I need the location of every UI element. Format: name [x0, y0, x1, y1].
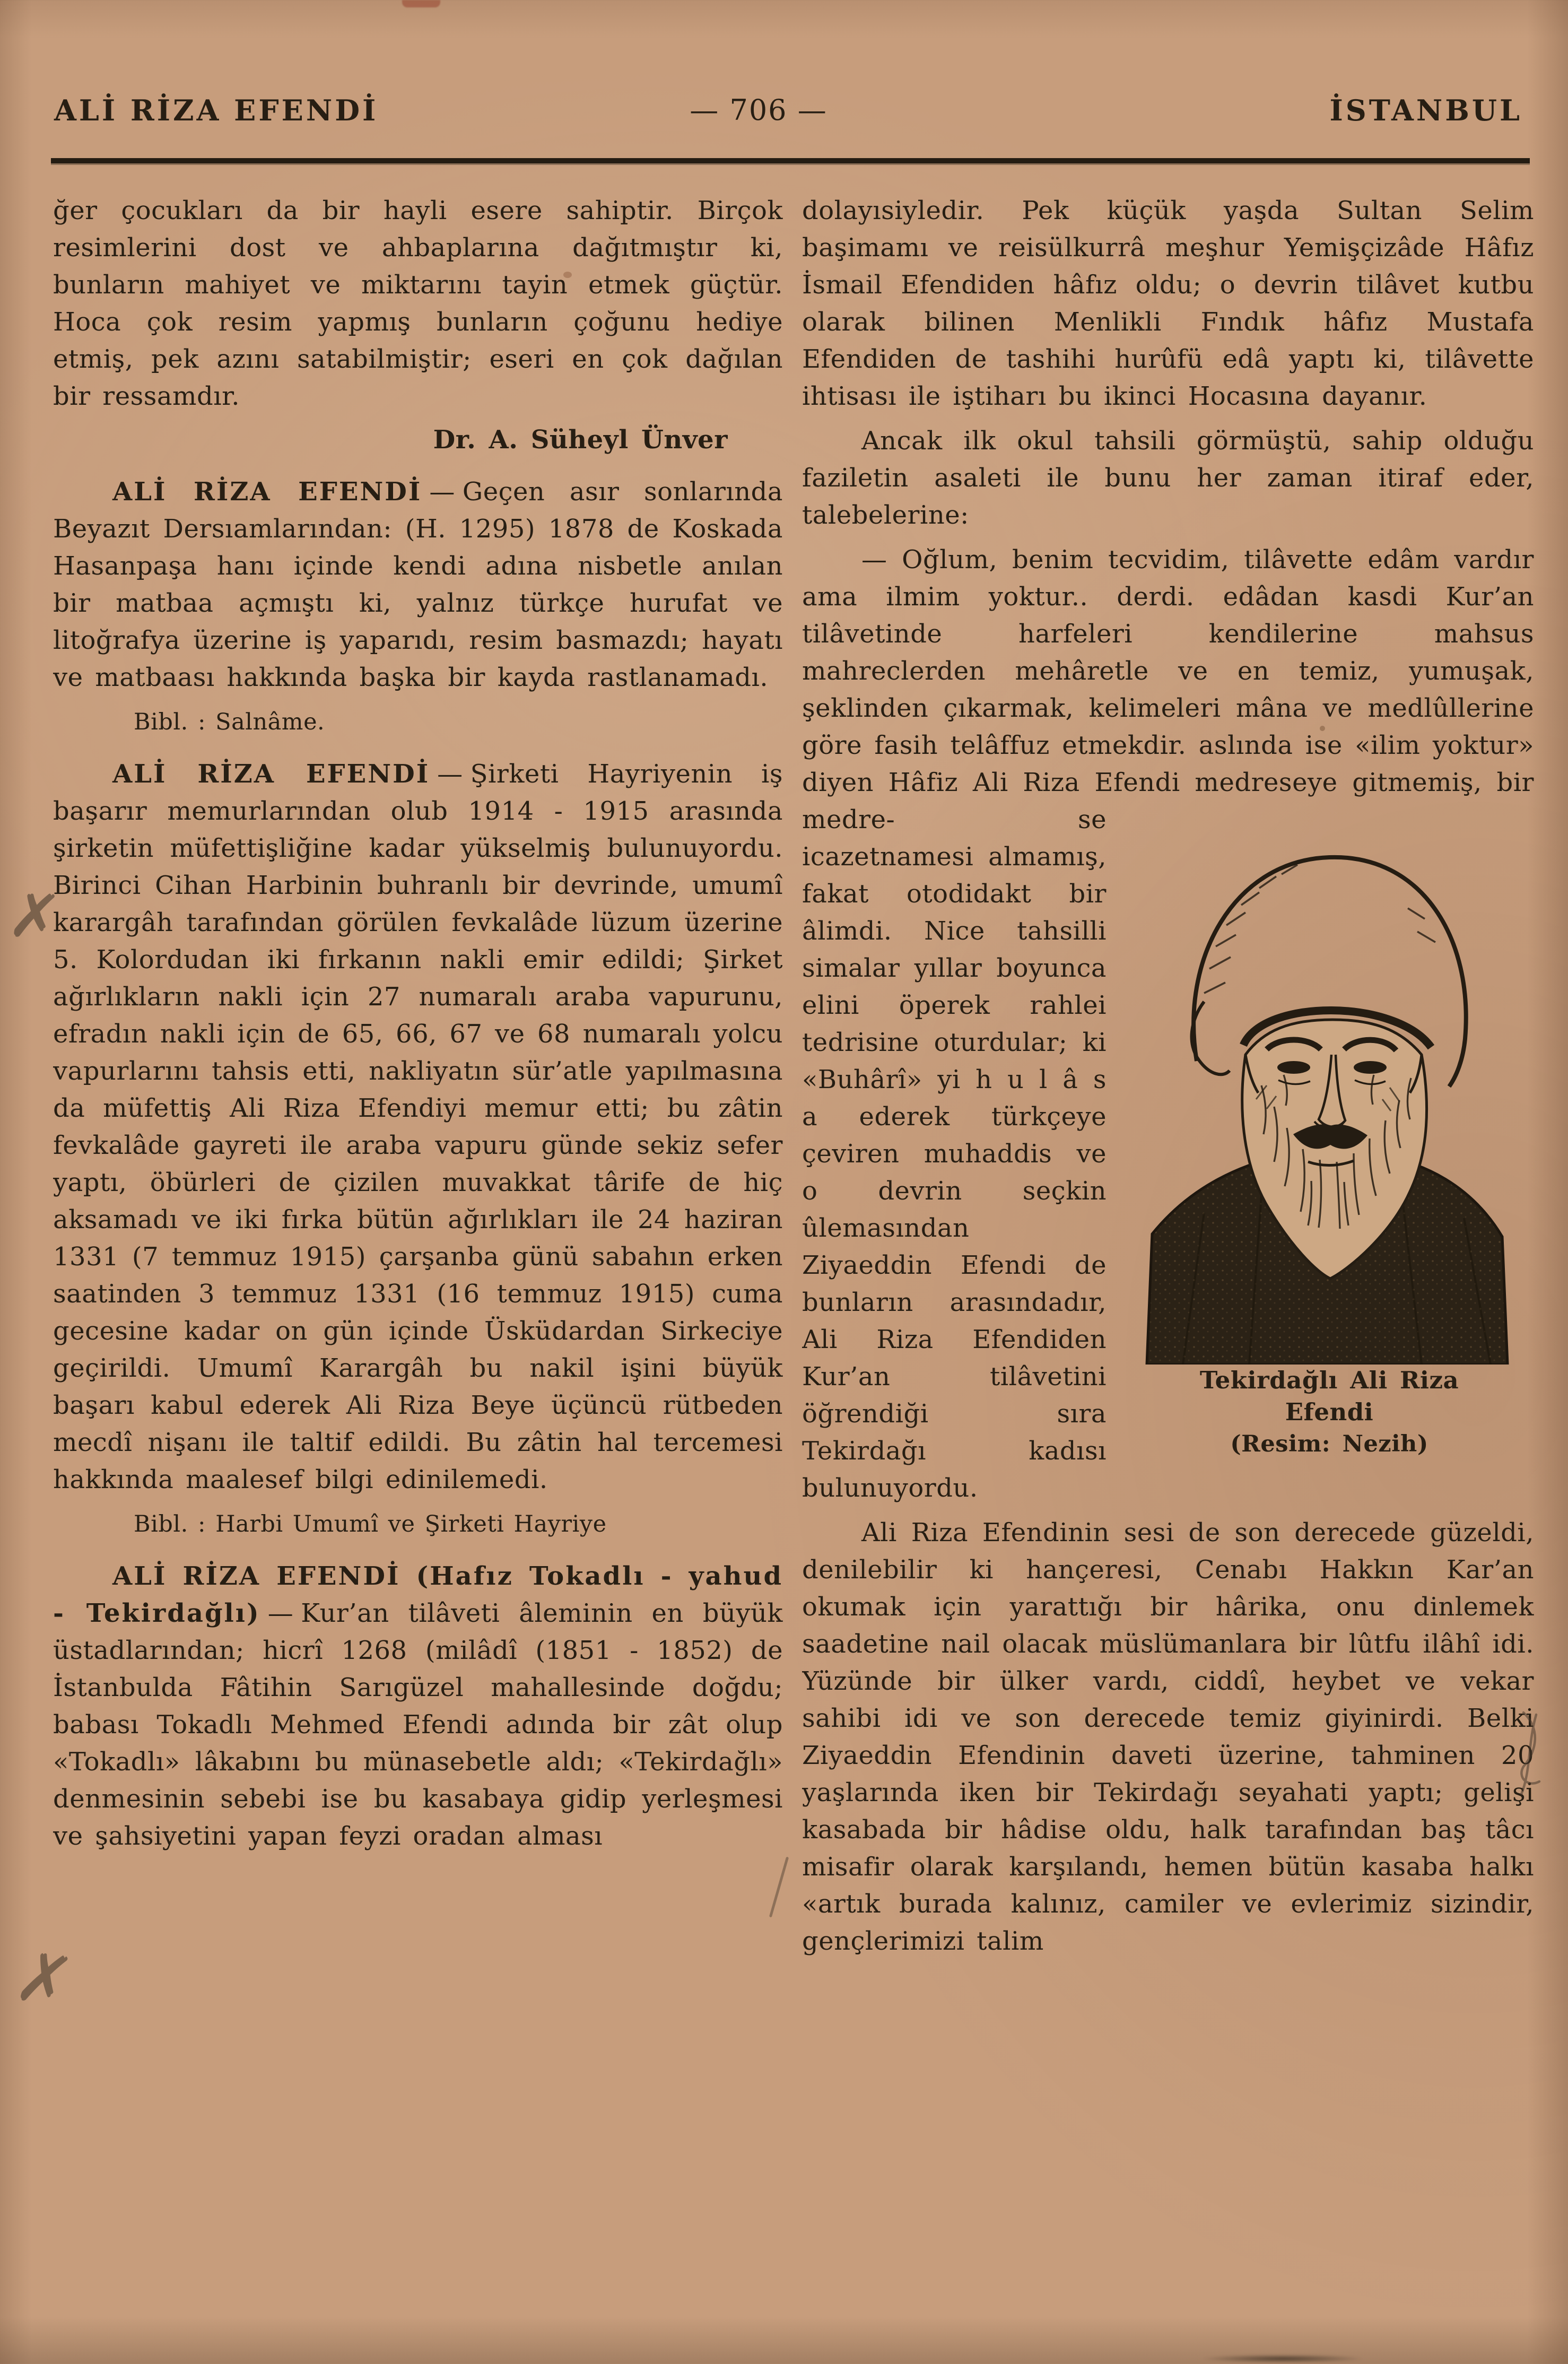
figure-block: [1125, 810, 1534, 1460]
article-entry: [53, 473, 783, 696]
article-entry: [53, 755, 783, 1498]
paragraph-text-wrapped: se icazetnamesi almamış, fakat otodidakt bir âlimdi. Nice tahsilli simalar yıllar boyunca elini öperek rahlei tedrisine oturdular; ki «Buhârî» yi h u l â s a ederek türkçeye çeviren muhaddis ve o devrin seçkin ûlemasından Ziyaeddin Efendi de bunların arasındadır, Ali Riza Efendiden Kur’an tilâvetini öğrendiği sıra Tekirdağı kadısı bulunuyordu.: [802, 805, 1107, 1503]
page-number: — 706 —: [690, 93, 827, 127]
left-column: [53, 192, 783, 2351]
paragraph-text: — Oğlum, benim tecvidim, tilâvette edâm vardır ama ilmim yoktur.. derdi. edâdan kasdi Kur’an tilâvetinde harfeleri kendilerine mahsus mahreclerden mehâretle ve en temiz, yumuşak, şeklinden çıkarmak, kelimeleri mâna ve medlûllerine göre fasih telâffuz etmekdir. aslında ise «ilim yoktur» diyen Hâfiz Ali Riza Efendi medreseye gitmemiş, bir medre-: [802, 545, 1534, 835]
paragraph-with-figure: [802, 541, 1534, 1507]
paragraph: dolayısiyledir. Pek küçük yaşda Sultan Selim başimamı ve reisülkurrâ meşhur Yemişçizâde Hâfız İsmail Efendiden hâfız oldu; o devrin tilâvet kutbu olarak bilinen Menlikli Fındık hâfız Mustafa Efendiden de tashihi hurûfü edâ yaptı ki, tilâvette ihtisası ile iştiharı bu ikinci Hocasına dayanır.: [802, 196, 1534, 411]
figure-caption: [1125, 1364, 1534, 1460]
paragraph: Ali Riza Efendinin sesi de son derecede güzeldi, denilebilir ki hançeresi, Cenabı Hakkın Kar’an okumak için yarattığı bir hârika, onu dinlemek saadetine nail olacak müslümanlara bir lûtfu ilâhî idi. Yüzünde bir ülker vardı, ciddî, heybet ve vekar sahibi idi ve son derecede temiz giyinirdi. Belki Ziyaeddin Efendinin daveti üzerine, tahminen 20 yaşlarında iken bir Tekirdağı seyahati yaptı; gelişi kasabada bir hâdise oldu, halk tarafından baş tâcı misafir olarak karşılandı, hemen bütün kasaba halkı «artık burada kalınız, camiler ve evlerimiz sizindir, gençlerimizi talim: [802, 1518, 1534, 1956]
author-signature: Dr. A. Süheyl Ünver: [433, 425, 728, 455]
running-head-entry-title: ALİ RİZA EFENDİ: [54, 93, 379, 127]
page-edge-smudge: [1203, 2354, 1362, 2363]
running-head-volume-title: İSTANBUL: [1329, 93, 1522, 127]
header-rule: [51, 158, 1530, 163]
bibliography-line: Bibl. : Salnâme.: [134, 709, 325, 735]
entry-body: Kur’an tilâveti âleminin en büyük üstadlarından; hicrî 1268 (milâdî (1851 - 1852) de İstanbulda Fâtihin Sarıgüzel mahallesinde doğdu; babası Tokadlı Mehmed Efendi adında bir zât olup «Tokadlı» lâkabını bu münasebetle aldı; «Tekirdağlı» denmesinin sebebi ise bu kasabaya gidip yerleşmesi ve şahsiyetini yapan feyzi oradan alması: [53, 1598, 783, 1851]
entry-heading: ALİ RİZA EFENDİ (Hafız Tokadlı - yahud - Tekirdağlı): [53, 1561, 783, 1628]
right-column: [802, 192, 1534, 2351]
portrait-illustration: [1125, 810, 1534, 1364]
entry-heading: ALİ RİZA EFENDİ: [112, 759, 430, 789]
caption-line: Efendi: [1285, 1398, 1374, 1426]
ink-stain: [402, 0, 440, 7]
entry-separator: —: [429, 477, 455, 507]
paper-stain: [1320, 726, 1325, 731]
entry-body: Şirketi Hayriyenin iş başarır memurlarından olub 1914 - 1915 arasında şirketin müfettişliğine kadar yükselmiş bulunuyordu. Birinci Cihan Harbinin buhranlı bir devrinde, umumî karargâh tarafından görülen fevkalâde lüzum üzerine 5. Kolordudan iki fırkanın nakli emir edildi; Şirket ağırlıkların nakli için 27 numaralı araba vapurunu, efradın nakli için de 65, 66, 67 ve 68 numaralı yolcu vapurlarını tahsis etti, nakliyatın sür’atle yapılmasına da müfettiş Ali Riza Efendiyi memur etti; bu zâtin fevkalâde gayreti ile araba vapuru günde sekiz sefer yaptı, öbürleri de çizilen muvakkat târife de hiç aksamadı ve iki fırka bütün ağırlıkları ile 24 haziran 1331 (7 temmuz 1915) çarşanba günü sabahın erken saatinden 3 temmuz 1331 (16 temmuz 1915) cuma gecesine kadar on gün içinde Üsküdardan Sirkeciye geçirildi. Umumî Karargâh bu nakil işini büyük başarı kabul ederek Ali Riza Beye üçüncü rütbeden mecdî nişanı ile taltif edildi. Bu zâtin hal tercemesi hakkında maalesef bilgi edinilemedi.: [53, 759, 783, 1494]
paragraph: Ancak ilk okul tahsili görmüştü, sahip olduğu faziletin asaleti ile bunu her zaman itiraf eder, talebelerine:: [802, 426, 1534, 530]
article-entry: [53, 1558, 783, 1855]
caption-line: Tekirdağlı Ali Riza: [1199, 1366, 1459, 1394]
entry-heading: ALİ RİZA EFENDİ: [112, 477, 422, 507]
paragraph-continuation: ğer çocukları da bir hayli esere sahiptir. Birçok resimlerini dost ve ahbaplarına dağıtmıştır ki, bunların mahiyet ve miktarını tayin etmek güçtür. Hoca çok resim yapmış bunların çoğunu hediye etmiş, pek azını satabilmiştir; eseri en çok dağılan bir ressamdır.: [53, 196, 783, 411]
entry-body: Geçen asır sonlarında Beyazıt Dersıamlarından: (H. 1295) 1878 de Koskada Hasanpaşa hanı içinde kendi adına nisbetle anılan bir matbaa açmıştı ki, yalnız türkçe hurufat ve litoğrafya üzerine iş yaparıdı, resim basmazdı; hayatı ve matbaası hakkında başka bir kayda rastlanamadı.: [53, 477, 783, 692]
pencil-x-mark: ✗: [8, 1932, 80, 2027]
caption-credit: (Resim: Nezih): [1230, 1431, 1428, 1457]
paper-stain: [563, 272, 572, 278]
bibliography-line: Bibl. : Harbi Umumî ve Şirketi Hayriye: [134, 1511, 607, 1537]
pencil-squiggle-mark: [1505, 1706, 1568, 1807]
entry-separator: —: [437, 759, 463, 789]
entry-separator: —: [267, 1598, 294, 1628]
pencil-x-mark: ✗: [5, 877, 65, 955]
